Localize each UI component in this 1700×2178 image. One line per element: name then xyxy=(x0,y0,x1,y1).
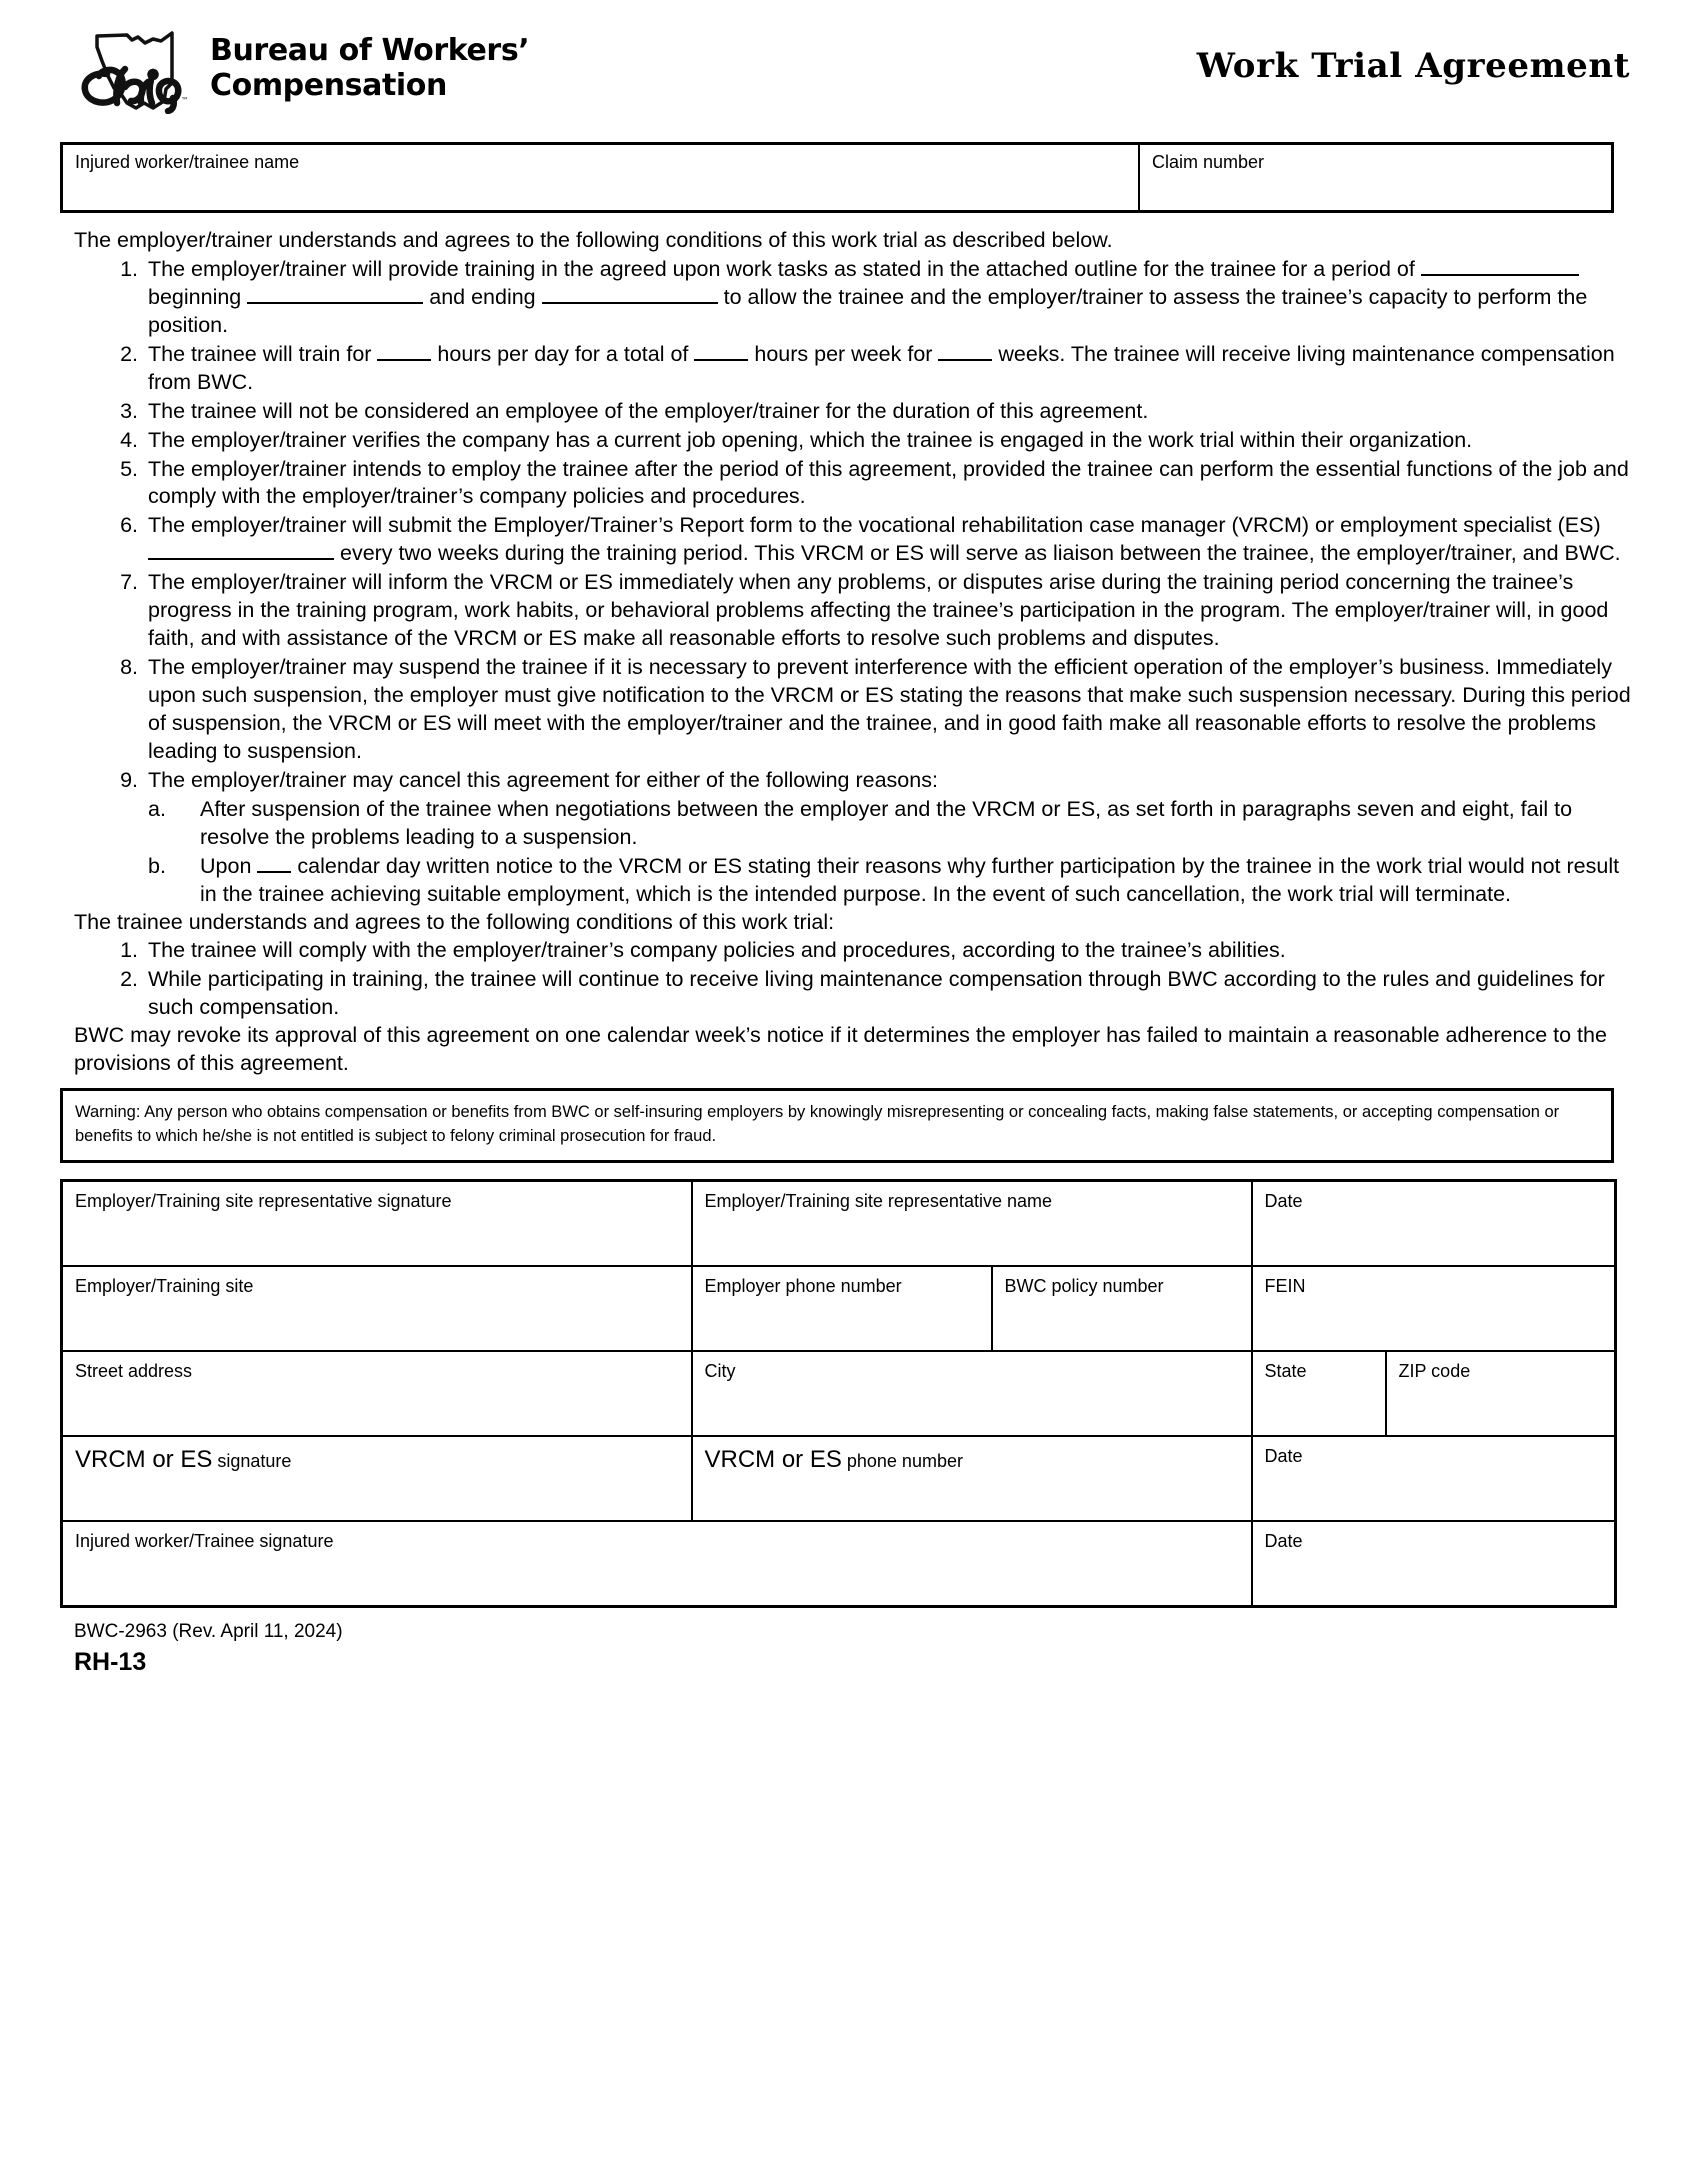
item-text: The employer/trainer will inform the VRCM or ES immediately when any problems, or disputes arise during the training period concerning the trainee’s progress in the training program, work habits, or behavioral problems affecting the trainee’s participation in the program. The employer/trainer will, in good faith, and with assistance of the VRCM or ES make all reasonable efforts to resolve such problems and disputes. xyxy=(148,570,1609,651)
vrcm-phone-label-primary: VRCM or ES xyxy=(704,1445,842,1473)
table-row xyxy=(62,1351,1616,1436)
item-text-part3: and ending xyxy=(429,284,536,309)
table-row xyxy=(62,1266,1616,1351)
subitem-text-part2: calendar day written notice to the VRCM or ES stating their reasons why further participation by the trainee in the work trial would not result in the trainee achieving suitable employment, which is the intended purpose. In the event of such cancellation, the work trial will terminate. xyxy=(200,853,1620,906)
warning-box xyxy=(60,1088,1614,1163)
period-blank[interactable] xyxy=(1421,274,1579,276)
table-row xyxy=(62,1180,1616,1266)
list-marker: a. xyxy=(148,796,166,821)
agency-name xyxy=(210,34,529,104)
list-item xyxy=(60,256,1640,340)
list-marker: 8. xyxy=(120,655,138,680)
claim-number-label: Claim number xyxy=(1152,152,1265,172)
fein-field[interactable] xyxy=(1252,1266,1616,1351)
item-text-part2: hours per day for a total of xyxy=(437,341,689,366)
warning-text: Warning: Any person who obtains compensation or benefits from BWC or self-insuring employers by knowingly misrepresenting or concealing facts, making false statements, or accepting compensation or benefits to which he/she is not entitled is subject to felony criminal prosecution for fraud. xyxy=(75,1103,1560,1145)
list-item xyxy=(60,398,1640,426)
employer-rep-date-field[interactable] xyxy=(1252,1180,1616,1266)
item-text-part4: to allow the trainee and the employer/trainer to assess the trainee’s capacity to perform the position. xyxy=(148,284,1588,337)
list-marker: 3. xyxy=(120,398,138,423)
revoke-paragraph: BWC may revoke its approval of this agreement on one calendar week’s notice if it determines the employer has failed to maintain a reasonable adherence to the provisions of this agreement. xyxy=(74,1023,1607,1076)
hours-per-day-blank[interactable] xyxy=(377,359,431,361)
page-footer xyxy=(60,1620,1640,1678)
vrcm-date-field[interactable] xyxy=(1252,1436,1616,1521)
list-item xyxy=(148,853,1640,909)
item-text: The employer/trainer may cancel this agreement for either of the following reasons: xyxy=(148,767,938,792)
subitem-text: After suspension of the trainee when negotiations between the employer and the VRCM or ES, as set forth in paragraphs seven and eight, fail to resolve the problems leading to a suspension. xyxy=(200,796,1573,849)
item-text: The employer/trainer verifies the company has a current job opening, which the trainee is engaged in the work trial within their organization. xyxy=(148,427,1473,452)
injured-worker-name-label: Injured worker/trainee name xyxy=(75,152,300,172)
trainee-conditions-list xyxy=(60,937,1640,1022)
list-item xyxy=(60,512,1640,568)
identification-table xyxy=(60,142,1614,213)
street-address-field[interactable] xyxy=(62,1351,692,1436)
trainee-date-field[interactable] xyxy=(1252,1521,1616,1607)
employer-rep-name-field[interactable] xyxy=(692,1180,1252,1266)
street-address-label: Street address xyxy=(75,1360,193,1381)
signature-table xyxy=(60,1179,1617,1608)
list-marker: 1. xyxy=(120,938,138,963)
item-text: While participating in training, the trainee will continue to receive living maintenance compensation through BWC according to the rules and guidelines for such compensation. xyxy=(148,967,1605,1020)
ohio-bwc-logo-icon xyxy=(78,28,196,114)
svg-text:™: ™ xyxy=(181,96,189,105)
bwc-policy-number-label: BWC policy number xyxy=(1004,1275,1164,1296)
table-row xyxy=(62,1521,1616,1607)
list-marker: 7. xyxy=(120,570,138,595)
agreement-body xyxy=(60,227,1640,1078)
item-text-part1: The trainee will train for xyxy=(148,341,372,366)
beginning-date-blank[interactable] xyxy=(247,302,423,304)
item-text-part1: The employer/trainer will provide training in the agreed upon work tasks as stated in the attached outline for the trainee for a period of xyxy=(148,256,1415,281)
trainee-date-label: Date xyxy=(1264,1530,1303,1551)
vrcm-signature-label-secondary: signature xyxy=(217,1450,292,1471)
trainee-intro: The trainee understands and agrees to the following conditions of this work trial: xyxy=(74,909,835,934)
list-marker: 1. xyxy=(120,256,138,281)
item-text: The trainee will not be considered an employee of the employer/trainer for the duration of this agreement. xyxy=(148,398,1149,423)
vrcm-signature-field[interactable] xyxy=(62,1436,692,1521)
injured-worker-name-field[interactable] xyxy=(62,144,1140,212)
agency-name-line2: Compensation xyxy=(210,67,447,103)
trainee-signature-label: Injured worker/Trainee signature xyxy=(75,1530,334,1551)
page-header xyxy=(60,0,1640,140)
form-number: BWC-2963 (Rev. April 11, 2024) xyxy=(74,1620,343,1642)
employer-intro: The employer/trainer understands and agrees to the following conditions of this work trial as described below. xyxy=(74,228,1113,252)
fein-label: FEIN xyxy=(1264,1275,1306,1296)
list-marker: 2. xyxy=(120,967,138,992)
employer-rep-date-label: Date xyxy=(1264,1190,1303,1211)
table-row xyxy=(62,144,1613,212)
table-row xyxy=(62,1436,1616,1521)
trainee-signature-field[interactable] xyxy=(62,1521,1252,1607)
item-text-part2: beginning xyxy=(148,284,242,309)
state-field[interactable] xyxy=(1253,1352,1386,1435)
state-zip-table xyxy=(1253,1352,1615,1435)
vrcm-name-blank[interactable] xyxy=(148,558,334,560)
document-title: Work Trial Agreement xyxy=(1196,46,1630,86)
employer-site-label: Employer/Training site xyxy=(75,1275,254,1296)
item-text-part2: every two weeks during the training period. This VRCM or ES will serve as liaison between the trainee, the employer/trainer, and BWC. xyxy=(339,541,1621,566)
employer-site-field[interactable] xyxy=(62,1266,692,1351)
item-text-part4: weeks. The trainee will receive living maintenance compensation from BWC. xyxy=(148,341,1615,394)
list-marker: 4. xyxy=(120,427,138,452)
list-marker: 5. xyxy=(120,456,138,481)
zip-code-label: ZIP code xyxy=(1398,1360,1471,1381)
employer-rep-signature-field[interactable] xyxy=(62,1180,692,1266)
weeks-blank[interactable] xyxy=(938,359,992,361)
ending-date-blank[interactable] xyxy=(542,302,718,304)
employer-rep-signature-label: Employer/Training site representative signature xyxy=(75,1190,452,1211)
cancellation-reasons-list xyxy=(148,796,1640,909)
item-text-part3: hours per week for xyxy=(754,341,933,366)
list-item xyxy=(60,937,1640,965)
subitem-text-part1: Upon xyxy=(200,853,252,878)
state-zip-cell xyxy=(1252,1351,1616,1436)
list-item xyxy=(60,456,1640,512)
agency-brand xyxy=(60,26,529,114)
employer-phone-field[interactable] xyxy=(692,1266,992,1351)
item-text: The employer/trainer intends to employ the trainee after the period of this agreement, provided the trainee can perform the essential functions of the job and comply with the employer/trainer’s company policies and procedures. xyxy=(148,456,1629,509)
list-marker: 6. xyxy=(120,513,138,538)
agency-name-line1: Bureau of Workers’ xyxy=(210,33,530,68)
employer-phone-label: Employer phone number xyxy=(704,1275,902,1296)
employer-conditions-list xyxy=(60,256,1640,909)
list-item xyxy=(60,341,1640,397)
rh-code: RH-13 xyxy=(74,1647,147,1676)
hours-per-week-blank[interactable] xyxy=(694,359,748,361)
table-row xyxy=(1253,1352,1615,1435)
list-marker: b. xyxy=(148,853,166,878)
vrcm-phone-label-secondary: phone number xyxy=(846,1450,963,1471)
vrcm-phone-field[interactable] xyxy=(692,1436,1252,1521)
zip-code-field[interactable] xyxy=(1386,1352,1615,1435)
calendar-days-blank[interactable] xyxy=(257,871,291,873)
list-item xyxy=(60,569,1640,653)
vrcm-date-label: Date xyxy=(1264,1445,1303,1466)
list-marker: 9. xyxy=(120,767,138,792)
list-item xyxy=(60,654,1640,766)
list-item xyxy=(148,796,1640,852)
item-text-part1: The employer/trainer will submit the Employer/Trainer’s Report form to the vocational rehabilitation case manager (VRCM) or employment specialist (ES) xyxy=(148,513,1601,538)
city-label: City xyxy=(704,1360,736,1381)
bwc-policy-number-field[interactable] xyxy=(992,1266,1252,1351)
list-item xyxy=(60,427,1640,455)
vrcm-signature-label-primary: VRCM or ES xyxy=(75,1445,213,1473)
state-label: State xyxy=(1264,1360,1307,1381)
city-field[interactable] xyxy=(692,1351,1252,1436)
list-item xyxy=(60,767,1640,909)
item-text: The trainee will comply with the employer/trainer’s company policies and procedures, according to the trainee’s abilities. xyxy=(148,938,1286,963)
item-text: The employer/trainer may suspend the trainee if it is necessary to prevent interference with the efficient operation of the employer’s business. Immediately upon such suspension, the employer must give notification to the VRCM or ES stating the reasons that make such suspension necessary. During this period of suspension, the VRCM or ES will meet with the employer/trainer and the trainee, and in good faith make all reasonable efforts to resolve the problems leading to suspension. xyxy=(148,655,1631,763)
list-marker: 2. xyxy=(120,341,138,366)
list-item xyxy=(60,966,1640,1022)
employer-rep-name-label: Employer/Training site representative name xyxy=(704,1190,1052,1211)
claim-number-field[interactable] xyxy=(1139,144,1613,212)
